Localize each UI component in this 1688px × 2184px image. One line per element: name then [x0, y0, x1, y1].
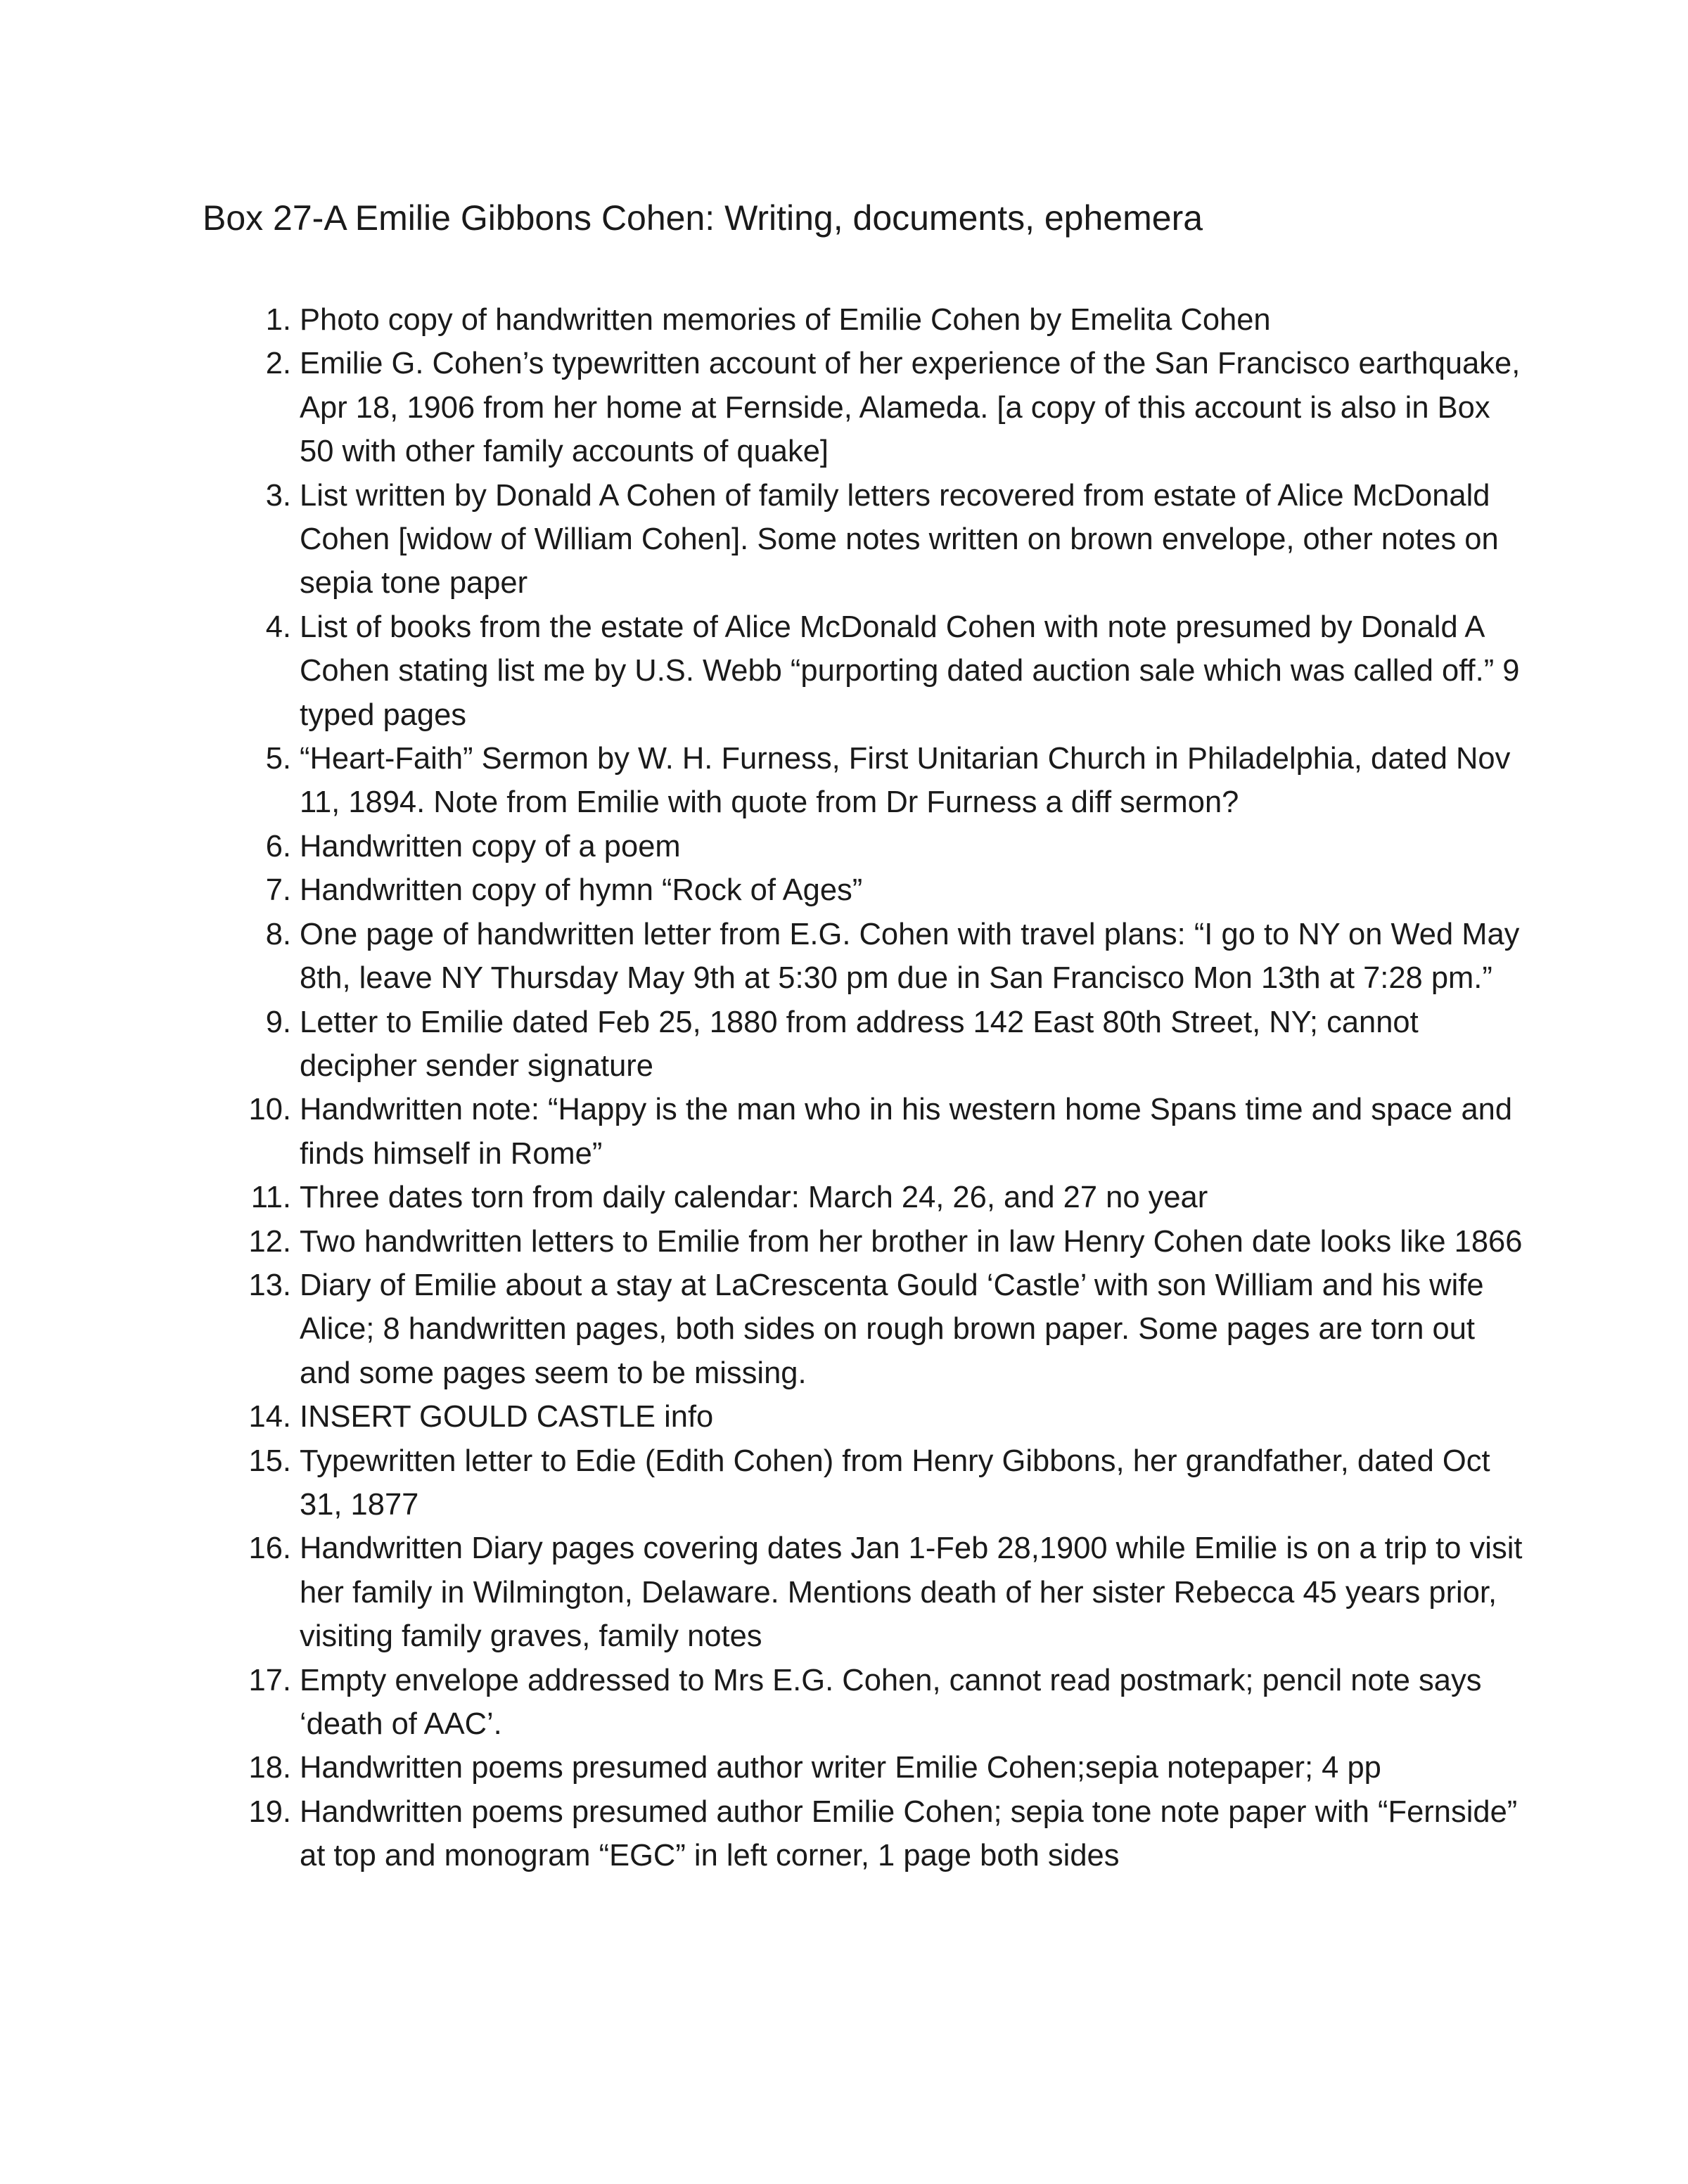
list-item: [203, 913, 1525, 1001]
item-number: 11.: [250, 1181, 291, 1215]
item-list: [203, 298, 1525, 1878]
item-text: Diary of Emilie about a stay at LaCrescenta Gould ‘Castle’ with son William and his wife Alice; 8 handwritten pages, both sides on rough brown paper. Some pages are torn out and some pages seem to be missing.: [300, 1268, 1484, 1390]
item-text: Handwritten Diary pages covering dates Jan 1-Feb 28,1900 while Emilie is on a trip to visit her family in Wilmington, Delaware. Mentions death of her sister Rebecca 45 years prior, visiting family graves, family notes: [300, 1531, 1523, 1654]
item-text: “Heart-Faith” Sermon by W. H. Furness, First Unitarian Church in Philadelphia, dated Nov 11, 1894. Note from Emilie with quote from Dr Furness a diff sermon?: [300, 742, 1511, 820]
item-text: Empty envelope addressed to Mrs E.G. Cohen, cannot read postmark; pencil note says ‘death of AAC’.: [300, 1663, 1482, 1741]
item-number: 14.: [248, 1400, 291, 1434]
item-text: Handwritten copy of hymn “Rock of Ages”: [300, 873, 863, 908]
list-item: [203, 1088, 1525, 1176]
list-item: [203, 1264, 1525, 1395]
list-item: [203, 298, 1525, 342]
item-text: Handwritten poems presumed author Emilie Cohen; sepia tone note paper with “Fernside” at top and monogram “EGC” in left corner, 1 page both sides: [300, 1794, 1518, 1873]
item-number: 4.: [265, 610, 291, 644]
document-title: Box 27-A Emilie Gibbons Cohen: Writing, documents, ephemera: [203, 198, 1203, 238]
item-text: List of books from the estate of Alice McDonald Cohen with note presumed by Donald A Cohen stating list me by U.S. Webb “purporting dated auction sale which was called off.” 9 typed pages: [300, 610, 1520, 732]
list-item: [203, 1527, 1525, 1658]
list-item: [203, 1001, 1525, 1088]
item-text: Three dates torn from daily calendar: March 24, 26, and 27 no year: [300, 1181, 1208, 1215]
list-item: [203, 1746, 1525, 1790]
item-text: INSERT GOULD CASTLE info: [300, 1400, 714, 1434]
item-number: 3.: [265, 478, 291, 513]
item-number: 6.: [265, 829, 291, 863]
item-text: Typewritten letter to Edie (Edith Cohen) from Henry Gibbons, her grandfather, dated Oct 31, 1877: [300, 1444, 1490, 1522]
item-number: 15.: [248, 1444, 291, 1478]
item-number: 7.: [265, 873, 291, 908]
item-text: Two handwritten letters to Emilie from her brother in law Henry Cohen date looks like 1866: [300, 1224, 1523, 1259]
list-item: [203, 474, 1525, 605]
list-item: [203, 1439, 1525, 1527]
list-item: [203, 1790, 1525, 1878]
item-number: 9.: [265, 1005, 291, 1039]
item-text: Handwritten poems presumed author writer Emilie Cohen;sepia notepaper; 4 pp: [300, 1751, 1381, 1785]
list-item: [203, 1220, 1525, 1264]
item-text: List written by Donald A Cohen of family letters recovered from estate of Alice McDonald Cohen [widow of William Cohen]. Some notes written on brown envelope, other notes on sepia tone paper: [300, 478, 1499, 600]
item-text: Photo copy of handwritten memories of Emilie Cohen by Emelita Cohen: [300, 303, 1271, 337]
item-number: 5.: [265, 742, 291, 776]
item-number: 2.: [265, 347, 291, 381]
item-number: 16.: [248, 1531, 291, 1566]
item-text: Letter to Emilie dated Feb 25, 1880 from address 142 East 80th Street, NY; cannot decipher sender signature: [300, 1005, 1419, 1083]
list-item: [203, 1176, 1525, 1219]
item-text: One page of handwritten letter from E.G. Cohen with travel plans: “I go to NY on Wed May 8th, leave NY Thursday May 9th at 5:30 pm due in San Francisco Mon 13th at 7:28 pm.”: [300, 917, 1520, 996]
item-number: 1.: [265, 303, 291, 337]
item-number: 12.: [248, 1224, 291, 1259]
list-item: [203, 1395, 1525, 1439]
item-number: 19.: [248, 1794, 291, 1829]
list-item: [203, 605, 1525, 737]
item-number: 17.: [248, 1663, 291, 1697]
item-text: Emilie G. Cohen’s typewritten account of her experience of the San Francisco earthquake, Apr 18, 1906 from her home at Fernside, Alameda. [a copy of this account is also in Box 50 with other family accounts of quake]: [300, 347, 1521, 469]
item-number: 10.: [248, 1093, 291, 1127]
item-number: 13.: [248, 1268, 291, 1302]
list-item: [203, 342, 1525, 473]
item-number: 8.: [265, 917, 291, 951]
list-item: [203, 1659, 1525, 1747]
list-item: [203, 825, 1525, 868]
item-text: Handwritten copy of a poem: [300, 829, 681, 863]
item-number: 18.: [248, 1751, 291, 1785]
item-text: Handwritten note: “Happy is the man who in his western home Spans time and space and finds himself in Rome”: [300, 1093, 1513, 1171]
list-item: [203, 868, 1525, 912]
list-item: [203, 737, 1525, 825]
